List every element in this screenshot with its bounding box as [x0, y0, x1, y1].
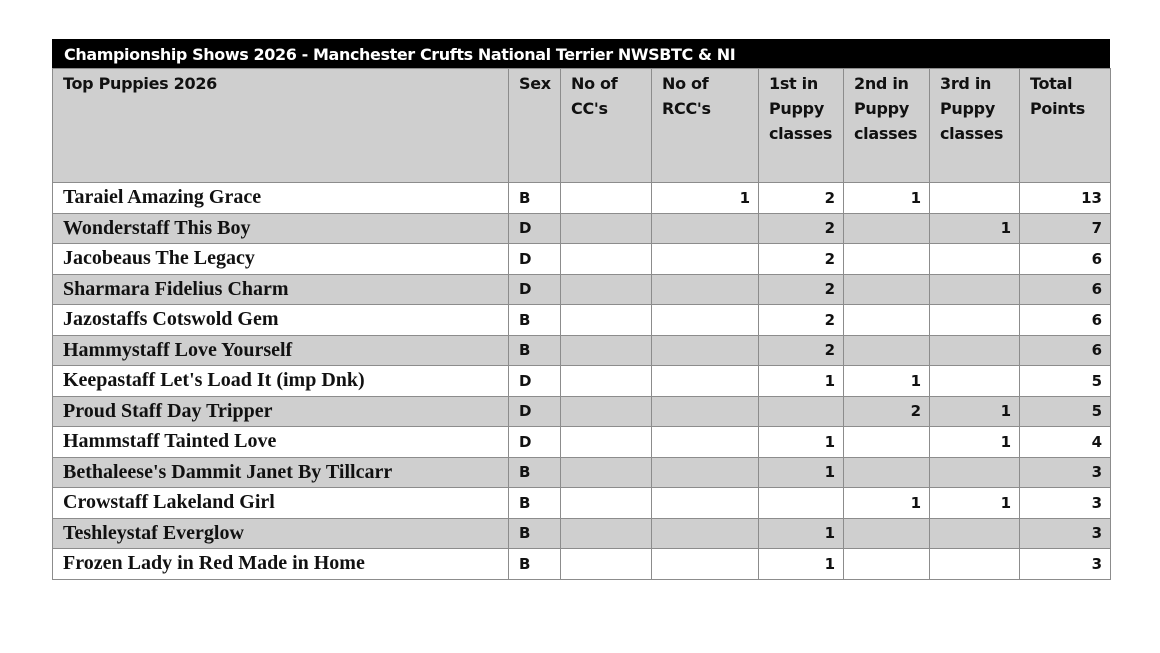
- second-cell: 1: [844, 366, 930, 397]
- rcc-cell: [652, 488, 759, 519]
- header-row: [53, 69, 1111, 183]
- second-cell: 2: [844, 396, 930, 427]
- second-cell: [844, 244, 930, 275]
- cc-cell: [561, 457, 652, 488]
- total-cell: 6: [1020, 335, 1111, 366]
- second-cell: [844, 457, 930, 488]
- sex-cell: B: [509, 549, 561, 580]
- header-ccs: [561, 69, 652, 183]
- rcc-cell: [652, 244, 759, 275]
- header-line: 1st in: [769, 74, 818, 93]
- total-cell: 5: [1020, 396, 1111, 427]
- dog-name: Crowstaff Lakeland Girl: [53, 488, 509, 519]
- header-line: RCC's: [662, 99, 711, 118]
- sex-cell: B: [509, 183, 561, 214]
- third-cell: 1: [930, 427, 1020, 458]
- header-line: classes: [854, 124, 918, 143]
- rcc-cell: [652, 549, 759, 580]
- sex-cell: D: [509, 244, 561, 275]
- table-row: [53, 183, 1111, 214]
- header-total: [1020, 69, 1111, 183]
- dog-name: Jazostaffs Cotswold Gem: [53, 305, 509, 336]
- cc-cell: [561, 366, 652, 397]
- third-cell: [930, 183, 1020, 214]
- total-cell: 5: [1020, 366, 1111, 397]
- third-cell: [930, 549, 1020, 580]
- table-body: [53, 183, 1111, 580]
- rcc-cell: [652, 335, 759, 366]
- rcc-cell: 1: [652, 183, 759, 214]
- total-cell: 13: [1020, 183, 1111, 214]
- dog-name: Sharmara Fidelius Charm: [53, 274, 509, 305]
- rcc-cell: [652, 396, 759, 427]
- table-title: Championship Shows 2026 - Manchester Crufts National Terrier NWSBTC & NI: [52, 39, 1110, 68]
- table-row: [53, 549, 1111, 580]
- dog-name: Proud Staff Day Tripper: [53, 396, 509, 427]
- table-row: [53, 274, 1111, 305]
- total-cell: 3: [1020, 549, 1111, 580]
- header-rccs: [652, 69, 759, 183]
- cc-cell: [561, 244, 652, 275]
- cc-cell: [561, 335, 652, 366]
- total-cell: 6: [1020, 274, 1111, 305]
- dog-name: Bethaleese's Dammit Janet By Tillcarr: [53, 457, 509, 488]
- third-cell: 1: [930, 213, 1020, 244]
- cc-cell: [561, 488, 652, 519]
- dog-name: Taraiel Amazing Grace: [53, 183, 509, 214]
- second-cell: 1: [844, 488, 930, 519]
- header-first: [759, 69, 844, 183]
- table-row: [53, 457, 1111, 488]
- table-row: [53, 396, 1111, 427]
- header-line: classes: [769, 124, 833, 143]
- second-cell: [844, 274, 930, 305]
- sex-cell: B: [509, 335, 561, 366]
- rcc-cell: [652, 213, 759, 244]
- table-row: [53, 335, 1111, 366]
- second-cell: [844, 213, 930, 244]
- rcc-cell: [652, 274, 759, 305]
- third-cell: [930, 518, 1020, 549]
- table-row: [53, 488, 1111, 519]
- first-cell: [759, 488, 844, 519]
- header-line: Puppy: [769, 99, 824, 118]
- cc-cell: [561, 549, 652, 580]
- sex-cell: D: [509, 274, 561, 305]
- first-cell: 2: [759, 274, 844, 305]
- header-line: Sex: [519, 74, 551, 93]
- first-cell: 1: [759, 457, 844, 488]
- third-cell: [930, 366, 1020, 397]
- second-cell: [844, 549, 930, 580]
- third-cell: 1: [930, 396, 1020, 427]
- cc-cell: [561, 305, 652, 336]
- first-cell: 1: [759, 366, 844, 397]
- cc-cell: [561, 274, 652, 305]
- table-row: [53, 427, 1111, 458]
- first-cell: 1: [759, 549, 844, 580]
- dog-name: Hammstaff Tainted Love: [53, 427, 509, 458]
- total-cell: 3: [1020, 488, 1111, 519]
- table-row: [53, 366, 1111, 397]
- second-cell: [844, 305, 930, 336]
- table-row: [53, 213, 1111, 244]
- first-cell: 2: [759, 213, 844, 244]
- cc-cell: [561, 427, 652, 458]
- header-line: Puppy: [854, 99, 909, 118]
- cc-cell: [561, 518, 652, 549]
- total-cell: 6: [1020, 305, 1111, 336]
- dog-name: Frozen Lady in Red Made in Home: [53, 549, 509, 580]
- first-cell: 1: [759, 427, 844, 458]
- header-name: [53, 69, 509, 183]
- header-line: Total: [1030, 74, 1073, 93]
- third-cell: [930, 335, 1020, 366]
- header-line: 2nd in: [854, 74, 909, 93]
- first-cell: [759, 396, 844, 427]
- header-line: No of: [662, 74, 709, 93]
- dog-name: Wonderstaff This Boy: [53, 213, 509, 244]
- second-cell: [844, 335, 930, 366]
- total-cell: 3: [1020, 457, 1111, 488]
- dog-name: Keepastaff Let's Load It (imp Dnk): [53, 366, 509, 397]
- header-sex: [509, 69, 561, 183]
- sex-cell: B: [509, 518, 561, 549]
- sex-cell: D: [509, 427, 561, 458]
- sex-cell: D: [509, 366, 561, 397]
- third-cell: [930, 457, 1020, 488]
- header-line: Top Puppies 2026: [63, 74, 217, 93]
- dog-name: Hammystaff Love Yourself: [53, 335, 509, 366]
- table-row: [53, 518, 1111, 549]
- third-cell: [930, 305, 1020, 336]
- sex-cell: B: [509, 305, 561, 336]
- header-line: Points: [1030, 99, 1085, 118]
- sex-cell: D: [509, 396, 561, 427]
- rcc-cell: [652, 518, 759, 549]
- header-line: classes: [940, 124, 1004, 143]
- first-cell: 2: [759, 244, 844, 275]
- rcc-cell: [652, 427, 759, 458]
- total-cell: 6: [1020, 244, 1111, 275]
- cc-cell: [561, 213, 652, 244]
- first-cell: 2: [759, 335, 844, 366]
- header-second: [844, 69, 930, 183]
- dog-name: Jacobeaus The Legacy: [53, 244, 509, 275]
- sex-cell: B: [509, 488, 561, 519]
- sex-cell: D: [509, 213, 561, 244]
- second-cell: [844, 518, 930, 549]
- rcc-cell: [652, 305, 759, 336]
- second-cell: [844, 427, 930, 458]
- rcc-cell: [652, 457, 759, 488]
- total-cell: 7: [1020, 213, 1111, 244]
- first-cell: 2: [759, 183, 844, 214]
- table-row: [53, 244, 1111, 275]
- first-cell: 2: [759, 305, 844, 336]
- header-line: CC's: [571, 99, 608, 118]
- third-cell: [930, 274, 1020, 305]
- sex-cell: B: [509, 457, 561, 488]
- table-row: [53, 305, 1111, 336]
- dog-name: Teshleystaf Everglow: [53, 518, 509, 549]
- total-cell: 3: [1020, 518, 1111, 549]
- header-third: [930, 69, 1020, 183]
- header-line: Puppy: [940, 99, 995, 118]
- third-cell: 1: [930, 488, 1020, 519]
- points-table-sheet: [52, 39, 1110, 580]
- header-line: No of: [571, 74, 618, 93]
- points-table: [52, 68, 1111, 580]
- third-cell: [930, 244, 1020, 275]
- cc-cell: [561, 396, 652, 427]
- total-cell: 4: [1020, 427, 1111, 458]
- cc-cell: [561, 183, 652, 214]
- rcc-cell: [652, 366, 759, 397]
- first-cell: 1: [759, 518, 844, 549]
- second-cell: 1: [844, 183, 930, 214]
- header-line: 3rd in: [940, 74, 992, 93]
